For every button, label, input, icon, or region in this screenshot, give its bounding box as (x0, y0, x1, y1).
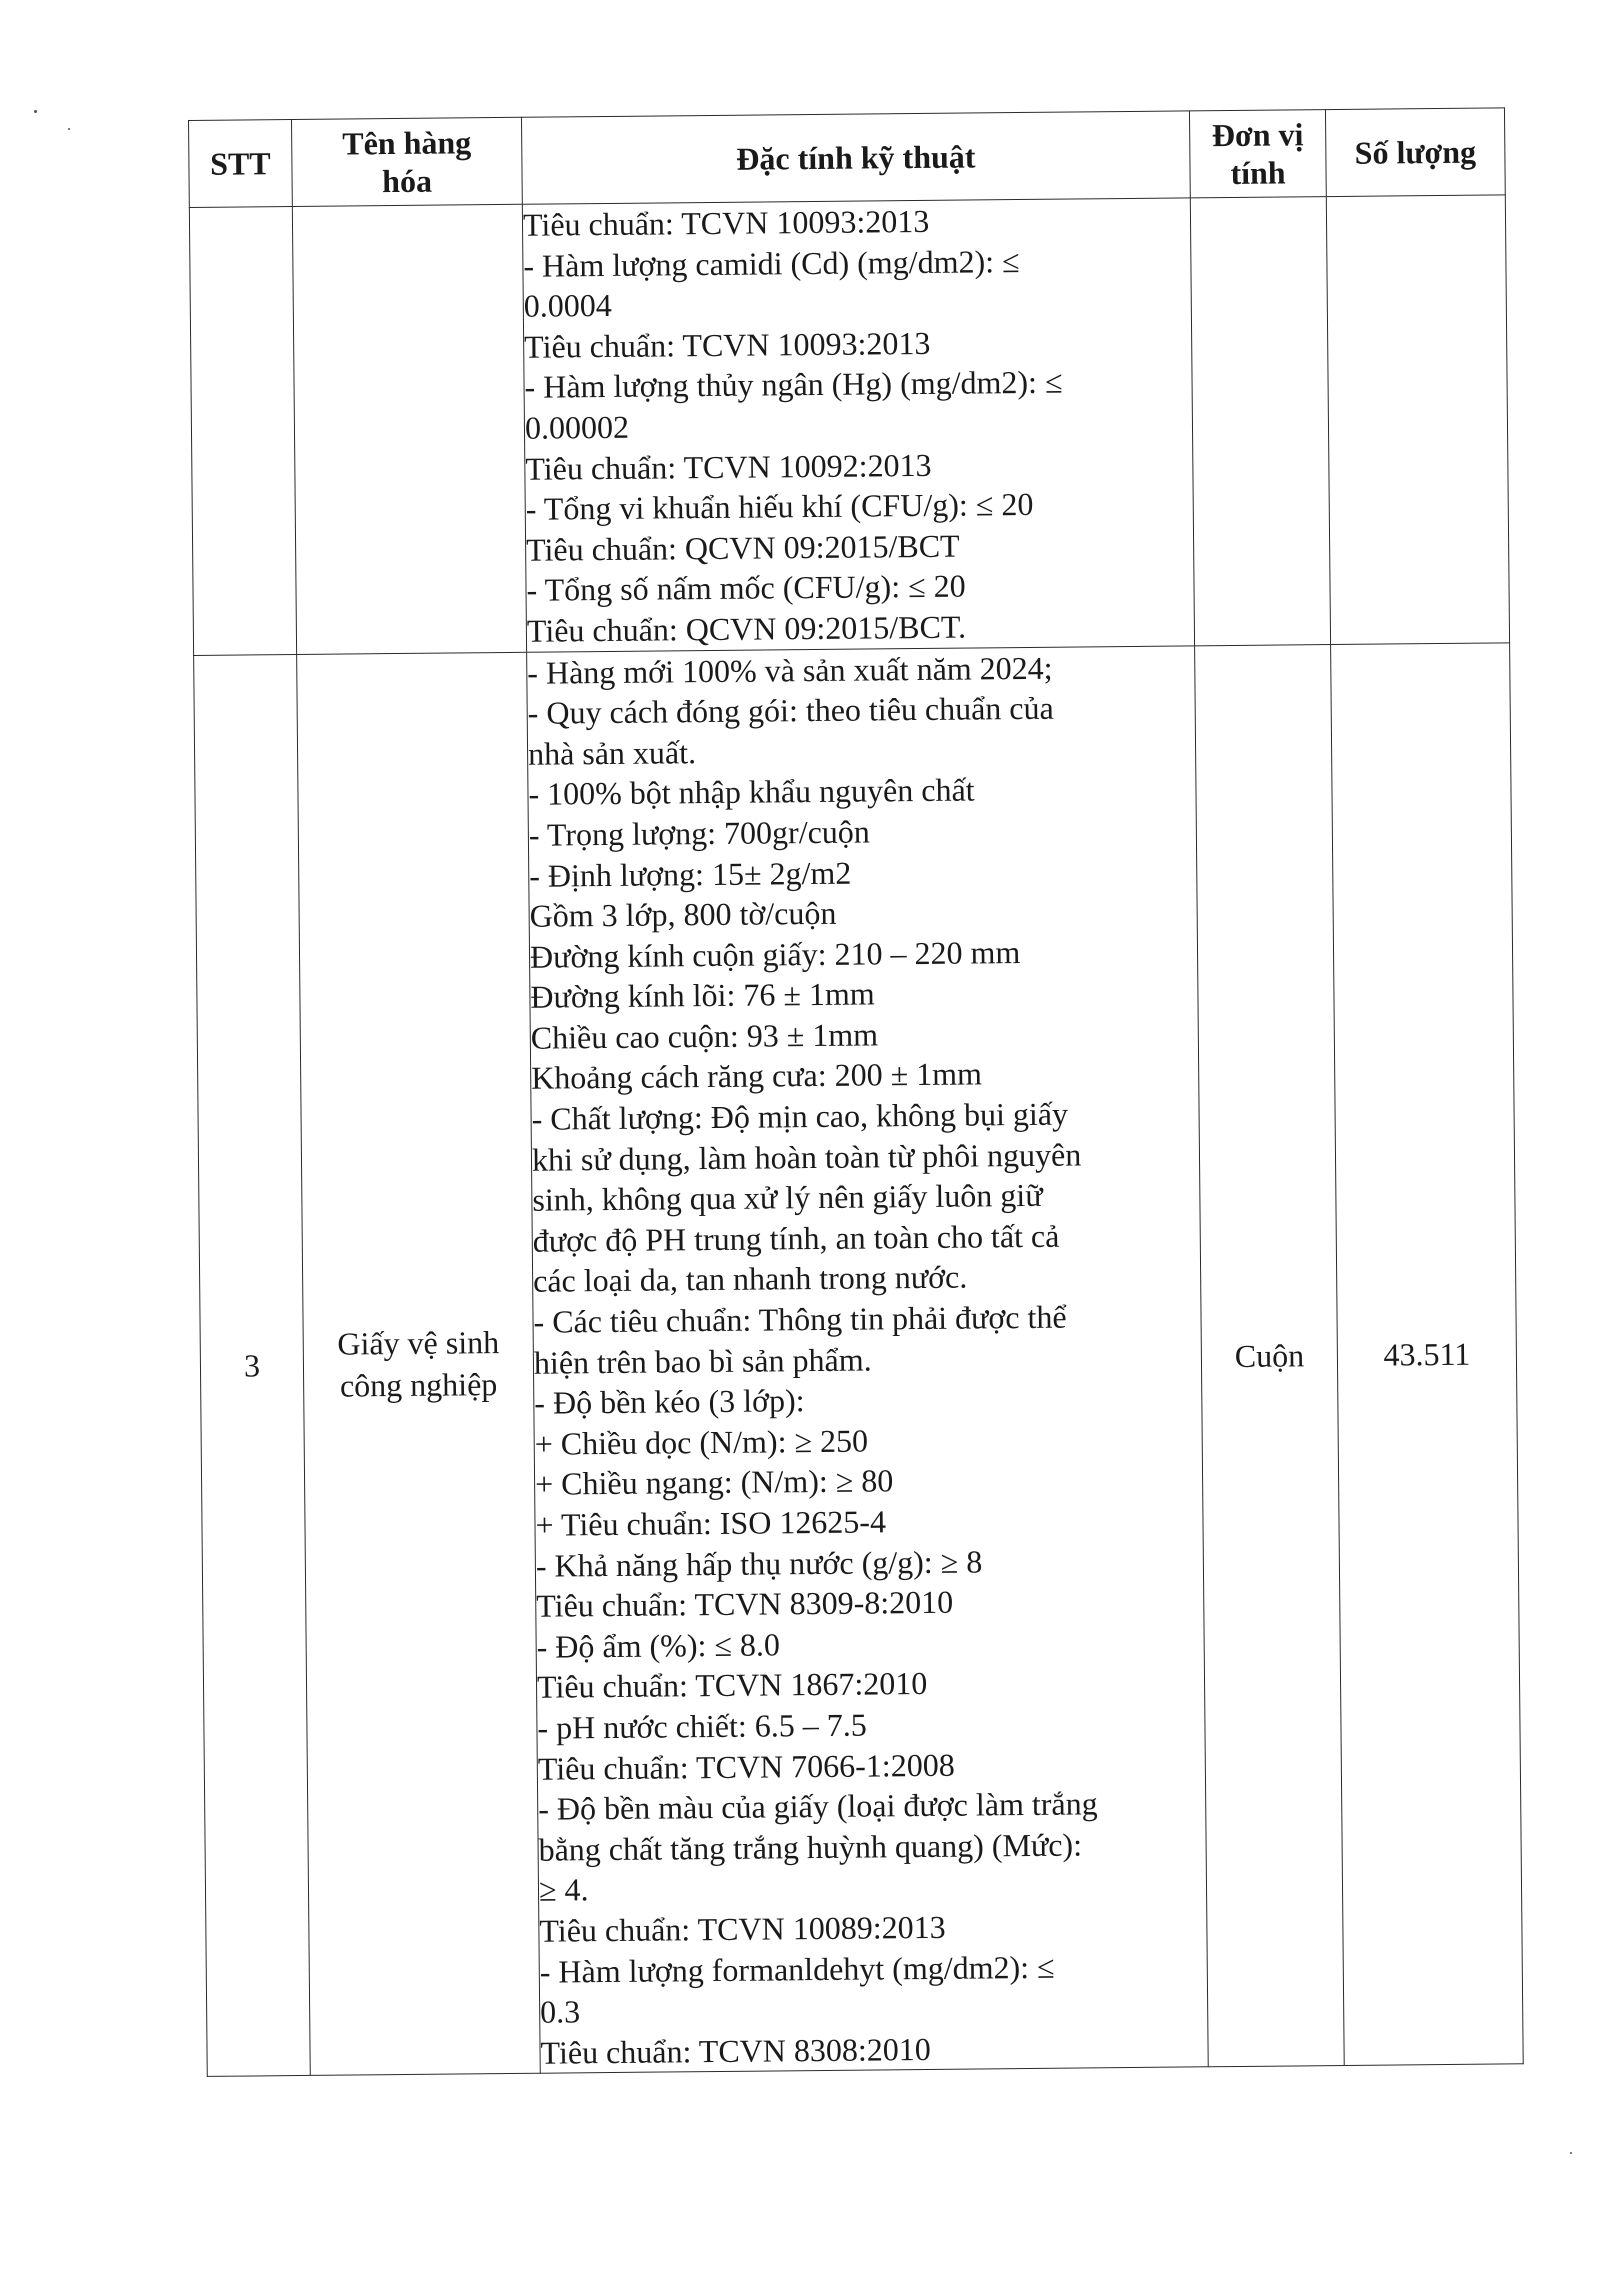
header-technical-spec: Đặc tính kỹ thuật (521, 111, 1190, 204)
spec-line: - Trọng lượng: 700gr/cuộn (528, 813, 870, 853)
spec-line: - 100% bột nhập khẩu nguyên chất (528, 771, 975, 813)
spec-line: Chiều cao cuộn: 93 ± 1mm (530, 1016, 879, 1056)
spec-line: 0.00002 (524, 408, 630, 446)
header-unit-text: Đơn vị tính (1211, 116, 1304, 191)
cell-stt: 3 (194, 654, 311, 2077)
header-product-name-text: Tên hàng hóa (342, 124, 472, 200)
spec-line: - Hàm lượng camidi (Cd) (mg/dm2): ≤ (523, 242, 1020, 284)
product-name-line: Giấy vệ sinh (337, 1323, 500, 1362)
spec-line: bằng chất tăng trắng huỳnh quang) (Mức): (538, 1826, 1083, 1868)
spec-line: hiện trên bao bì sản phẩm. (533, 1341, 872, 1381)
spec-line: - Tổng vi khuẩn hiếu khí (CFU/g): ≤ 20 (525, 486, 1034, 527)
cell-quantity: 43.511 (1331, 642, 1524, 2065)
table-header-row (189, 108, 1506, 208)
spec-line: - Độ ẩm (%): ≤ 8.0 (536, 1626, 781, 1665)
product-name-lines (304, 1321, 534, 1407)
spec-line: Tiêu chuẩn: TCVN 10093:2013 (522, 202, 930, 243)
table-row-item-3 (194, 642, 1524, 2076)
spec-line: - Độ bền màu của giấy (loại được làm trắng (538, 1785, 1098, 1827)
cell-spec-continued (522, 198, 1194, 652)
spec-line: Khoảng cách răng cưa: 200 ± 1mm (531, 1055, 983, 1097)
spec-line: Gồm 3 lớp, 800 tờ/cuộn (529, 894, 837, 934)
spec-line: - Các tiêu chuẩn: Thông tin phải được thể (533, 1298, 1067, 1340)
scan-speck (34, 110, 37, 113)
spec-line: + Chiều ngang: (N/m): ≥ 80 (534, 1462, 894, 1503)
spec-line: - Khả năng hấp thụ nước (g/g): ≥ 8 (535, 1543, 983, 1584)
spec-line: Tiêu chuẩn: TCVN 10093:2013 (524, 324, 931, 365)
spec-line: + Chiều dọc (N/m): ≥ 250 (534, 1422, 869, 1462)
cell-unit-empty (1190, 197, 1330, 646)
cell-unit: Cuộn (1195, 644, 1345, 2067)
spec-line: Đường kính cuộn giấy: 210 – 220 mm (529, 933, 1021, 975)
spec-line: các loại da, tan nhanh trong nước. (532, 1259, 968, 1300)
spec-line: - pH nước chiết: 6.5 – 7.5 (537, 1706, 867, 1746)
spec-line: sinh, không qua xử lý nên giấy luôn giữ (532, 1177, 1043, 1218)
spec-line: Tiêu chuẩn: TCVN 1867:2010 (536, 1665, 928, 1706)
spec-line: - Quy cách đóng gói: theo tiêu chuẩn của (527, 689, 1054, 731)
spec-line: 0.0004 (523, 287, 612, 324)
header-stt: STT (189, 120, 293, 208)
spec-line: - Độ bền kéo (3 lớp): (534, 1382, 805, 1421)
spec-line: + Tiêu chuẩn: ISO 12625-4 (535, 1503, 887, 1543)
spec-line: được độ PH trung tính, an toàn cho tất cả (532, 1217, 1060, 1259)
scan-speck (1570, 2152, 1572, 2154)
scan-speck (68, 128, 70, 130)
spec-line: - Hàm lượng formanldehyt (mg/dm2): ≤ (539, 1948, 1055, 1990)
header-unit (1189, 110, 1326, 198)
spec-line: Tiêu chuẩn: TCVN 10089:2013 (539, 1908, 946, 1949)
spec-line: - Hàng mới 100% và sản xuất năm 2024; (527, 649, 1053, 691)
cell-spec-item-3 (527, 645, 1209, 2073)
cell-qty-empty (1326, 195, 1509, 644)
spec-line: Đường kính lõi: 76 ± 1mm (530, 975, 875, 1016)
header-product-name (292, 117, 523, 206)
spec-line: Tiêu chuẩn: TCVN 8308:2010 (540, 2030, 931, 2071)
header-quantity: Số lượng (1325, 108, 1505, 197)
spec-line: ≥ 4. (538, 1871, 589, 1909)
spec-line: - Tổng số nấm mốc (CFU/g): ≤ 20 (526, 567, 966, 609)
spec-line: Tiêu chuẩn: QCVN 09:2015/BCT (525, 527, 960, 568)
cell-product-name (297, 652, 541, 2076)
spec-line: Tiêu chuẩn: TCVN 7066-1:2008 (537, 1746, 955, 1787)
spec-line: Tiêu chuẩn: QCVN 09:2015/BCT. (526, 608, 967, 649)
spec-line: - Định lượng: 15± 2g/m2 (529, 854, 852, 894)
product-name-line: công nghiệp (339, 1366, 498, 1404)
cell-stt-empty (189, 207, 296, 655)
spec-line: - Chất lượng: Độ mịn cao, không bụi giấy (531, 1095, 1069, 1137)
spec-line: Tiêu chuẩn: TCVN 10092:2013 (525, 446, 932, 487)
spec-lines-continued (523, 198, 1194, 651)
table-row-continued (189, 195, 1509, 655)
spec-line: - Hàm lượng thủy ngân (Hg) (mg/dm2): ≤ (524, 363, 1063, 406)
spec-line: 0.3 (540, 1993, 581, 2030)
technical-spec-table (188, 107, 1524, 2077)
spec-line: khi sử dụng, làm hoàn toàn từ phôi nguyên (531, 1136, 1082, 1178)
spec-line: nhà sản xuất. (527, 733, 697, 772)
cell-name-empty (292, 204, 526, 654)
spec-line: Tiêu chuẩn: TCVN 8309-8:2010 (536, 1583, 954, 1624)
spec-lines-item-3 (527, 646, 1208, 2073)
